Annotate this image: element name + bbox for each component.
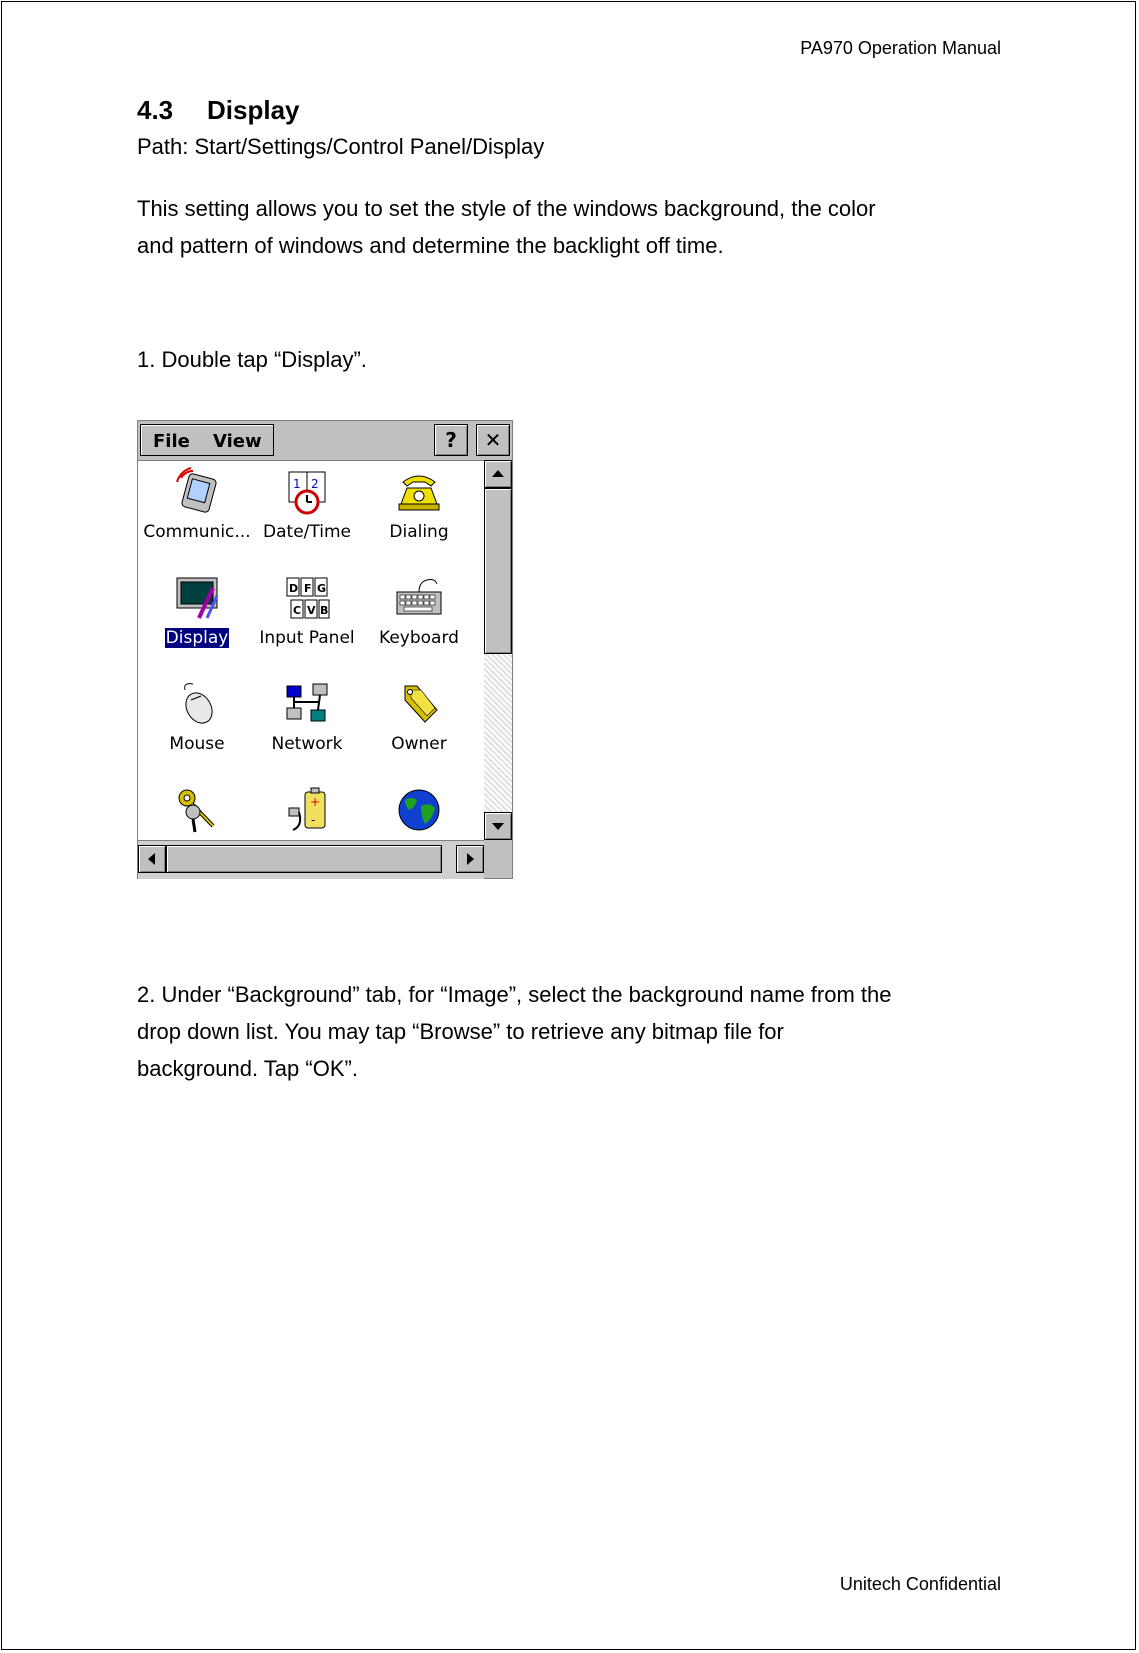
scroll-right-button[interactable] xyxy=(456,845,484,873)
arrow-right-icon xyxy=(457,846,483,872)
cp-label: Input Panel xyxy=(259,628,355,648)
svg-text:G: G xyxy=(317,582,327,595)
horizontal-scroll-thumb[interactable] xyxy=(166,845,442,873)
cp-label-selected: Display xyxy=(165,628,229,648)
scroll-down-button[interactable] xyxy=(484,812,512,840)
arrow-down-icon xyxy=(485,813,511,839)
arrow-up-icon xyxy=(485,461,511,487)
close-icon: ✕ xyxy=(484,428,502,452)
step-2-line-1: 2. Under “Background” tab, for “Image”, select the background name from the xyxy=(137,982,892,1007)
communication-icon xyxy=(173,468,221,516)
keyboard-icon xyxy=(395,574,443,622)
arrow-left-icon xyxy=(139,846,165,872)
menu-file[interactable]: File xyxy=(153,431,190,452)
svg-text:D: D xyxy=(289,582,299,595)
intro-line-1: This setting allows you to set the style of the windows background, the color xyxy=(137,196,876,221)
cp-label: Date/Time xyxy=(263,522,351,542)
menu-bar xyxy=(138,421,512,461)
intro-paragraph xyxy=(137,190,1017,264)
scrollbar-corner xyxy=(484,840,512,878)
globe-icon xyxy=(395,786,443,834)
svg-text:2: 2 xyxy=(311,477,319,491)
cp-item-input-panel[interactable] xyxy=(248,570,366,670)
section-title xyxy=(137,95,300,126)
menu-group xyxy=(140,424,274,456)
cp-label: Mouse xyxy=(169,734,225,754)
section-number: 4.3 xyxy=(137,95,174,125)
battery-plug-icon xyxy=(283,786,331,834)
close-button[interactable] xyxy=(476,424,510,456)
cp-label: Network xyxy=(271,734,343,754)
cp-item-keyboard[interactable] xyxy=(360,570,478,670)
input-panel-icon xyxy=(283,574,331,622)
help-button[interactable]: ? xyxy=(434,424,468,456)
scroll-up-button[interactable] xyxy=(484,460,512,488)
svg-text:+: + xyxy=(310,795,321,809)
control-panel-screenshot xyxy=(137,420,513,879)
svg-text:V: V xyxy=(307,604,316,617)
keys-icon xyxy=(173,786,221,834)
owner-tag-icon xyxy=(395,680,443,728)
svg-text:B: B xyxy=(320,604,329,617)
display-icon xyxy=(173,574,221,622)
intro-line-2: and pattern of windows and determine the backlight off time. xyxy=(137,233,724,258)
svg-text:1: 1 xyxy=(293,477,301,491)
cp-item-date-time[interactable] xyxy=(248,464,366,564)
cp-item-display[interactable] xyxy=(138,570,256,670)
telephone-icon xyxy=(395,468,443,516)
cp-item-owner[interactable] xyxy=(360,676,478,776)
cp-item-communication[interactable] xyxy=(138,464,256,564)
svg-text:C: C xyxy=(293,604,302,617)
cp-item-dialing[interactable] xyxy=(360,464,478,564)
scroll-left-button[interactable] xyxy=(138,845,166,873)
page-header: PA970 Operation Manual xyxy=(800,38,1001,58)
cp-label: Owner xyxy=(391,734,447,754)
page-footer: Unitech Confidential xyxy=(839,1574,1001,1594)
cp-label: Communic... xyxy=(143,522,251,542)
step-2-instruction xyxy=(137,976,1017,1087)
cp-item-mouse[interactable] xyxy=(138,676,256,776)
step-2-line-3: background. Tap “OK”. xyxy=(137,1056,358,1081)
svg-text:-: - xyxy=(311,813,316,827)
network-icon xyxy=(283,680,331,728)
vertical-scroll-thumb[interactable] xyxy=(484,488,512,654)
menu-view[interactable]: View xyxy=(213,431,262,452)
date-time-icon xyxy=(283,468,331,516)
step-2-line-2: drop down list. You may tap “Browse” to retrieve any bitmap file for xyxy=(137,1019,784,1044)
vertical-scrollbar[interactable] xyxy=(484,460,512,840)
cp-item-network[interactable] xyxy=(248,676,366,776)
horizontal-scrollbar[interactable] xyxy=(138,840,484,879)
section-name: Display xyxy=(207,95,300,125)
step-1-instruction: 1. Double tap “Display”. xyxy=(137,347,367,372)
icon-grid xyxy=(138,460,484,840)
settings-path: Path: Start/Settings/Control Panel/Display xyxy=(137,134,545,159)
mouse-icon xyxy=(173,680,221,728)
svg-text:F: F xyxy=(304,582,312,595)
cp-label: Keyboard xyxy=(379,628,459,648)
cp-label: Dialing xyxy=(389,522,449,542)
